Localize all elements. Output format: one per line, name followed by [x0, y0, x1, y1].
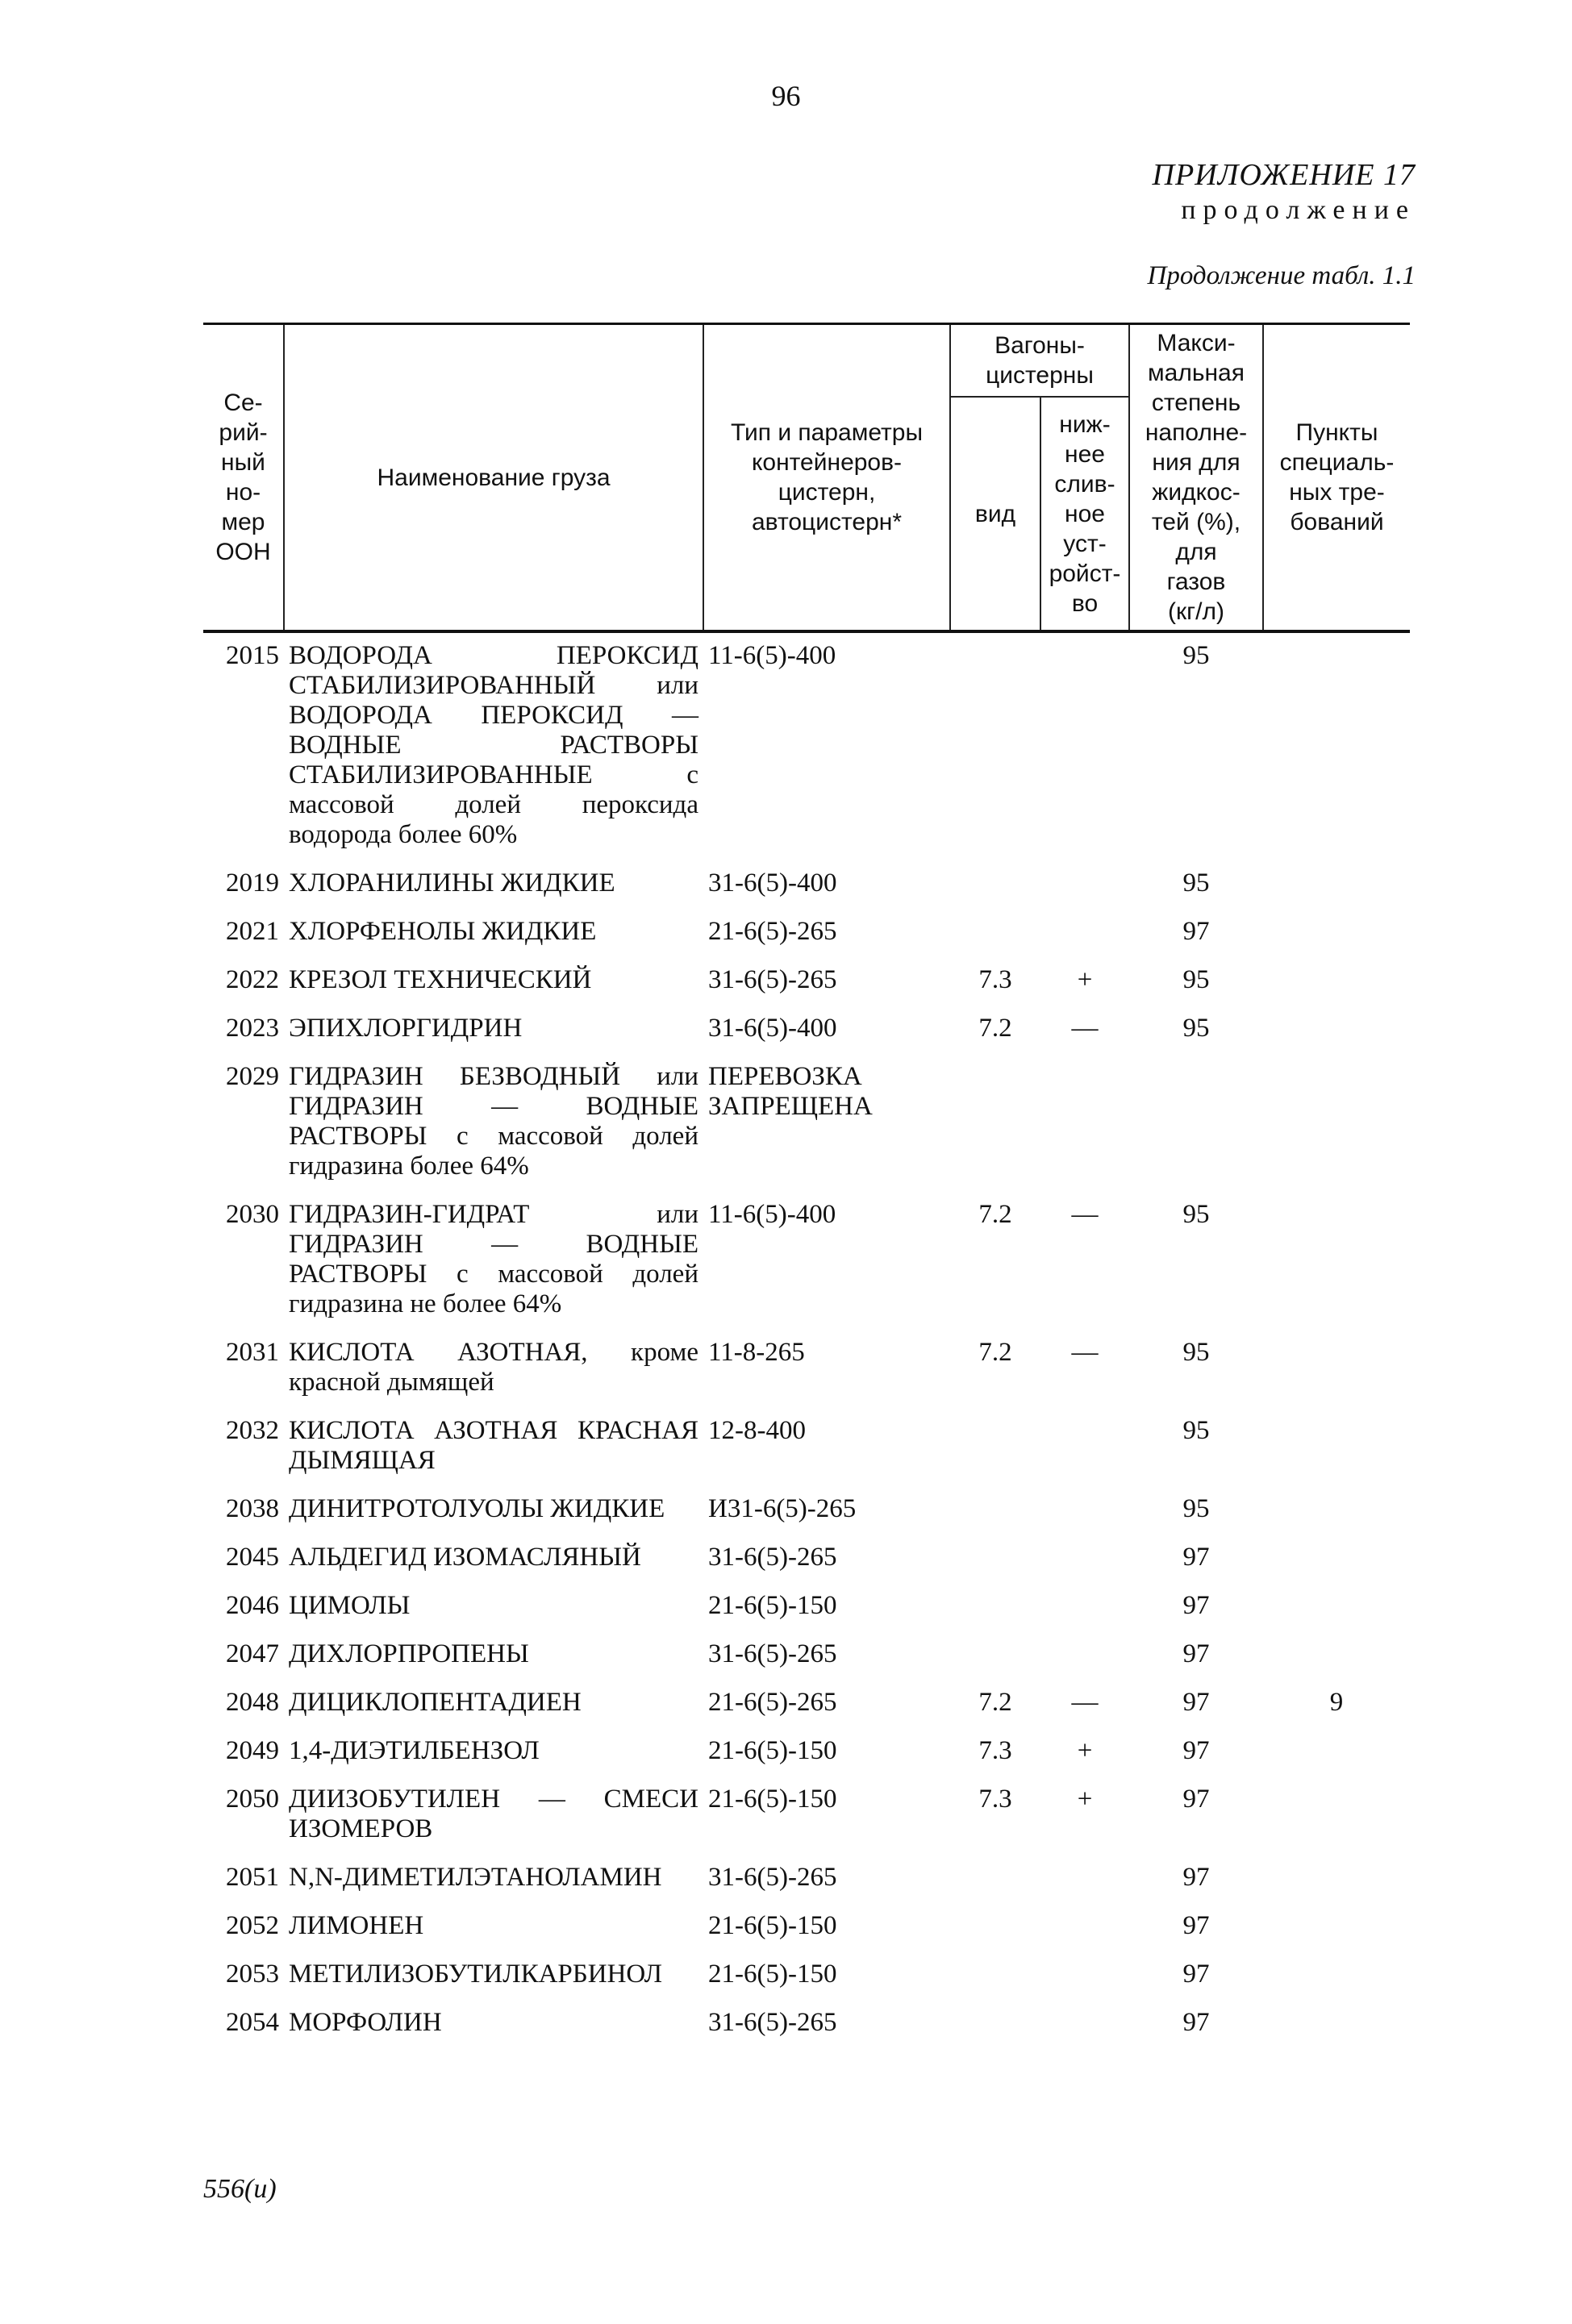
serial-number-cell: 2050	[226, 1785, 279, 1814]
kind-cell: 7.2	[978, 1200, 1012, 1229]
special-requirements-cell	[1263, 631, 1410, 861]
serial-number-cell: 2038	[226, 1494, 279, 1523]
kind-cell	[950, 1855, 1040, 1904]
table-row	[203, 1729, 1410, 1777]
special-requirements-cell: 9	[1329, 1688, 1344, 1717]
special-requirements-cell	[1263, 1584, 1410, 1632]
special-requirements-cell	[1263, 1331, 1410, 1409]
serial-number-cell: 2053	[226, 1960, 279, 1989]
serial-number-cell: 2054	[226, 2008, 279, 2037]
special-requirements-cell	[1263, 1487, 1410, 1535]
serial-number-cell: 2019	[226, 868, 279, 898]
cargo-name-cell: ДИНИТРОТОЛУОЛЫ ЖИДКИЕ	[289, 1494, 665, 1523]
max-fill-cell: 95	[1182, 868, 1210, 898]
header-serial-text: Се- рий- ный но- мер ООН	[215, 389, 271, 565]
kind-cell	[950, 1632, 1040, 1681]
table-row	[203, 910, 1410, 958]
special-requirements-cell	[1263, 910, 1410, 958]
special-requirements-cell	[1263, 1904, 1410, 1952]
tank-type-cell: 21-6(5)-265	[708, 1688, 837, 1717]
header-cargo-name	[284, 324, 703, 632]
bottom-drain-cell	[1040, 631, 1129, 861]
max-fill-cell: 97	[1182, 917, 1210, 946]
header-special-requirements-text: Пункты специаль- ных тре- бований	[1279, 419, 1395, 535]
max-fill-cell: 97	[1182, 1960, 1210, 1989]
tank-type-cell: 21-6(5)-150	[708, 1960, 837, 1989]
tank-type-cell: ПЕРЕВОЗКА ЗАПРЕЩЕНА	[708, 1062, 873, 1121]
bottom-drain-cell	[1040, 2001, 1129, 2049]
serial-number-cell: 2022	[226, 965, 279, 994]
bottom-drain-cell	[1040, 1487, 1129, 1535]
header-max-fill-text: Макси- мальная степень наполне- ния для жидкос- тей (%), для газов (кг/л)	[1145, 330, 1248, 625]
header-bottom-drain-text: ниж- нее слив- ное уст- ройст- во	[1049, 410, 1121, 617]
max-fill-cell: 95	[1182, 1014, 1210, 1043]
bottom-drain-cell: +	[1077, 1785, 1093, 1814]
cargo-name-cell: ВОДОРОДА ПЕРОКСИД СТАБИЛИЗИРОВАННЫЙ или ВОДОРОДА ПЕРОКСИД — ВОДНЫЕ РАСТВОРЫ СТАБИЛИЗИРОВАННЫЕ с массовой долей пероксида водорода более 60%	[289, 641, 698, 849]
appendix-subtitle: продолжение	[1181, 195, 1416, 225]
tank-type-cell: 12-8-400	[708, 1416, 806, 1445]
kind-cell: 7.2	[978, 1014, 1012, 1043]
bottom-drain-cell: —	[1071, 1014, 1099, 1043]
table-row	[203, 1904, 1410, 1952]
table-row	[203, 1584, 1410, 1632]
bottom-drain-cell	[1040, 1952, 1129, 2001]
max-fill-cell: 97	[1182, 1639, 1210, 1668]
table-row	[203, 1006, 1410, 1055]
kind-cell	[950, 1487, 1040, 1535]
special-requirements-cell	[1263, 958, 1410, 1006]
special-requirements-cell	[1263, 1409, 1410, 1487]
cargo-name-cell: ДИХЛОРПРОПЕНЫ	[289, 1639, 529, 1668]
max-fill-cell	[1129, 1055, 1263, 1193]
bottom-drain-cell	[1040, 910, 1129, 958]
tank-type-cell: 31-6(5)-400	[708, 868, 837, 898]
tank-type-cell: 31-6(5)-400	[708, 1014, 837, 1043]
cargo-name-cell: МЕТИЛИЗОБУТИЛКАРБИНОЛ	[289, 1960, 662, 1989]
table-row	[203, 1331, 1410, 1409]
cargo-table	[203, 323, 1410, 2049]
max-fill-cell: 97	[1182, 1543, 1210, 1572]
table-row	[203, 631, 1410, 861]
header-tank-wagons-text: Вагоны- цистерны	[986, 332, 1094, 389]
special-requirements-cell	[1263, 2001, 1410, 2049]
table-row	[203, 1681, 1410, 1729]
kind-cell: 7.3	[978, 965, 1012, 994]
serial-number-cell: 2047	[226, 1639, 279, 1668]
cargo-name-cell: КРЕЗОЛ ТЕХНИЧЕСКИЙ	[289, 965, 592, 994]
kind-cell	[950, 861, 1040, 910]
special-requirements-cell	[1263, 1729, 1410, 1777]
serial-number-cell: 2021	[226, 917, 279, 946]
max-fill-cell: 97	[1182, 1736, 1210, 1765]
tank-type-cell: 11-6(5)-400	[708, 641, 836, 670]
serial-number-cell: 2023	[226, 1014, 279, 1043]
cargo-name-cell: ДИИЗОБУТИЛЕН — СМЕСИ ИЗОМЕРОВ	[289, 1785, 698, 1843]
bottom-drain-cell	[1040, 1584, 1129, 1632]
serial-number-cell: 2049	[226, 1736, 279, 1765]
table-row	[203, 861, 1410, 910]
header-serial-number	[203, 324, 284, 632]
kind-cell	[950, 1904, 1040, 1952]
bottom-drain-cell	[1040, 1904, 1129, 1952]
serial-number-cell: 2048	[226, 1688, 279, 1717]
table-row	[203, 1409, 1410, 1487]
kind-cell	[950, 1409, 1040, 1487]
kind-cell	[950, 1055, 1040, 1193]
tank-type-cell: И31-6(5)-265	[708, 1494, 857, 1523]
kind-cell	[950, 1952, 1040, 2001]
serial-number-cell: 2030	[226, 1200, 279, 1229]
footer-code: 556(и)	[203, 2174, 277, 2204]
serial-number-cell: 2052	[226, 1911, 279, 1940]
bottom-drain-cell: —	[1071, 1338, 1099, 1367]
max-fill-cell: 95	[1182, 965, 1210, 994]
tank-type-cell: 21-6(5)-150	[708, 1785, 837, 1814]
table-continuation-label: Продолжение табл. 1.1	[1147, 261, 1416, 290]
tank-type-cell: 21-6(5)-150	[708, 1911, 837, 1940]
tank-type-cell: 31-6(5)-265	[708, 1863, 837, 1892]
bottom-drain-cell: +	[1077, 1736, 1093, 1765]
bottom-drain-cell: —	[1071, 1688, 1099, 1717]
special-requirements-cell	[1263, 1632, 1410, 1681]
tank-type-cell: 31-6(5)-265	[708, 965, 837, 994]
tank-type-cell: 21-6(5)-265	[708, 917, 837, 946]
bottom-drain-cell: +	[1077, 965, 1093, 994]
cargo-name-cell: ХЛОРАНИЛИНЫ ЖИДКИЕ	[289, 868, 615, 898]
cargo-name-cell: АЛЬДЕГИД ИЗОМАСЛЯНЫЙ	[289, 1543, 641, 1572]
bottom-drain-cell: —	[1071, 1200, 1099, 1229]
table-row	[203, 1777, 1410, 1855]
serial-number-cell: 2045	[226, 1543, 279, 1572]
tank-type-cell: 21-6(5)-150	[708, 1736, 837, 1765]
max-fill-cell: 97	[1182, 1785, 1210, 1814]
table-row	[203, 1855, 1410, 1904]
table-row	[203, 1952, 1410, 2001]
tank-type-cell: 21-6(5)-150	[708, 1591, 837, 1620]
special-requirements-cell	[1263, 1952, 1410, 2001]
tank-type-cell: 31-6(5)-265	[708, 1639, 837, 1668]
header-bottom-drain	[1040, 397, 1129, 631]
serial-number-cell: 2015	[226, 641, 279, 670]
bottom-drain-cell	[1040, 1535, 1129, 1584]
max-fill-cell: 95	[1182, 1416, 1210, 1445]
bottom-drain-cell	[1040, 1855, 1129, 1904]
tank-type-cell: 11-6(5)-400	[708, 1200, 836, 1229]
special-requirements-cell	[1263, 1193, 1410, 1331]
kind-cell: 7.2	[978, 1688, 1012, 1717]
table-row	[203, 1535, 1410, 1584]
tank-type-cell: 11-8-265	[708, 1338, 805, 1367]
bottom-drain-cell	[1040, 1409, 1129, 1487]
cargo-name-cell: КИСЛОТА АЗОТНАЯ КРАСНАЯ ДЫМЯЩАЯ	[289, 1416, 698, 1475]
bottom-drain-cell	[1040, 1632, 1129, 1681]
appendix-title: ПРИЛОЖЕНИЕ 17	[1152, 158, 1416, 192]
bottom-drain-cell	[1040, 861, 1129, 910]
table-row	[203, 1193, 1410, 1331]
header-tank-wagons	[950, 324, 1129, 398]
header-max-fill	[1129, 324, 1263, 632]
cargo-name-cell: ГИДРАЗИН БЕЗВОДНЫЙ или ГИДРАЗИН — ВОДНЫЕ РАСТВОРЫ с массовой долей гидразина более 64%	[289, 1062, 698, 1181]
max-fill-cell: 95	[1182, 1200, 1210, 1229]
cargo-name-cell: ХЛОРФЕНОЛЫ ЖИДКИЕ	[289, 917, 597, 946]
cargo-name-cell: ДИЦИКЛОПЕНТАДИЕН	[289, 1688, 582, 1717]
tank-type-cell: 31-6(5)-265	[708, 2008, 837, 2037]
max-fill-cell: 97	[1182, 1911, 1210, 1940]
kind-cell	[950, 631, 1040, 861]
header-special-requirements	[1263, 324, 1410, 632]
kind-cell: 7.3	[978, 1785, 1012, 1814]
table-row	[203, 1487, 1410, 1535]
header-tank-type	[703, 324, 950, 632]
header-kind-text: вид	[974, 500, 1016, 527]
max-fill-cell: 97	[1182, 2008, 1210, 2037]
tank-type-cell: 31-6(5)-265	[708, 1543, 837, 1572]
cargo-name-cell: ЭПИХЛОРГИДРИН	[289, 1014, 523, 1043]
special-requirements-cell	[1263, 1777, 1410, 1855]
kind-cell	[950, 910, 1040, 958]
cargo-name-cell: N,N-ДИМЕТИЛЭТАНОЛАМИН	[289, 1863, 662, 1892]
kind-cell: 7.3	[978, 1736, 1012, 1765]
max-fill-cell: 95	[1182, 641, 1210, 670]
kind-cell	[950, 1584, 1040, 1632]
header-cargo-name-text: Наименование груза	[377, 464, 611, 491]
kind-cell	[950, 2001, 1040, 2049]
special-requirements-cell	[1263, 1055, 1410, 1193]
table-row	[203, 1632, 1410, 1681]
cargo-name-cell: МОРФОЛИН	[289, 2008, 442, 2037]
serial-number-cell: 2046	[226, 1591, 279, 1620]
header-tank-type-text: Тип и параметры контейнеров- цистерн, автоцистерн*	[730, 419, 924, 535]
serial-number-cell: 2051	[226, 1863, 279, 1892]
table-row	[203, 1055, 1410, 1193]
bottom-drain-cell	[1040, 1055, 1129, 1193]
cargo-name-cell: ЛИМОНЕН	[289, 1911, 424, 1940]
special-requirements-cell	[1263, 1535, 1410, 1584]
cargo-name-cell: 1,4-ДИЭТИЛБЕНЗОЛ	[289, 1736, 540, 1765]
cargo-name-cell: КИСЛОТА АЗОТНАЯ, кроме красной дымящей	[289, 1338, 698, 1397]
max-fill-cell: 97	[1182, 1591, 1210, 1620]
table-body	[203, 631, 1410, 2049]
special-requirements-cell	[1263, 1855, 1410, 1904]
max-fill-cell: 97	[1182, 1863, 1210, 1892]
serial-number-cell: 2029	[226, 1062, 279, 1091]
max-fill-cell: 95	[1182, 1494, 1210, 1523]
special-requirements-cell	[1263, 861, 1410, 910]
special-requirements-cell	[1263, 1006, 1410, 1055]
kind-cell	[950, 1535, 1040, 1584]
cargo-name-cell: ГИДРАЗИН-ГИДРАТ или ГИДРАЗИН — ВОДНЫЕ РАСТВОРЫ с массовой долей гидразина не более 64%	[289, 1200, 698, 1318]
table-row	[203, 958, 1410, 1006]
page-number: 96	[771, 80, 801, 112]
max-fill-cell: 95	[1182, 1338, 1210, 1367]
table-row	[203, 2001, 1410, 2049]
cargo-name-cell: ЦИМОЛЫ	[289, 1591, 411, 1620]
kind-cell: 7.2	[978, 1338, 1012, 1367]
max-fill-cell: 97	[1182, 1688, 1210, 1717]
serial-number-cell: 2032	[226, 1416, 279, 1445]
header-kind	[950, 397, 1040, 631]
serial-number-cell: 2031	[226, 1338, 279, 1367]
